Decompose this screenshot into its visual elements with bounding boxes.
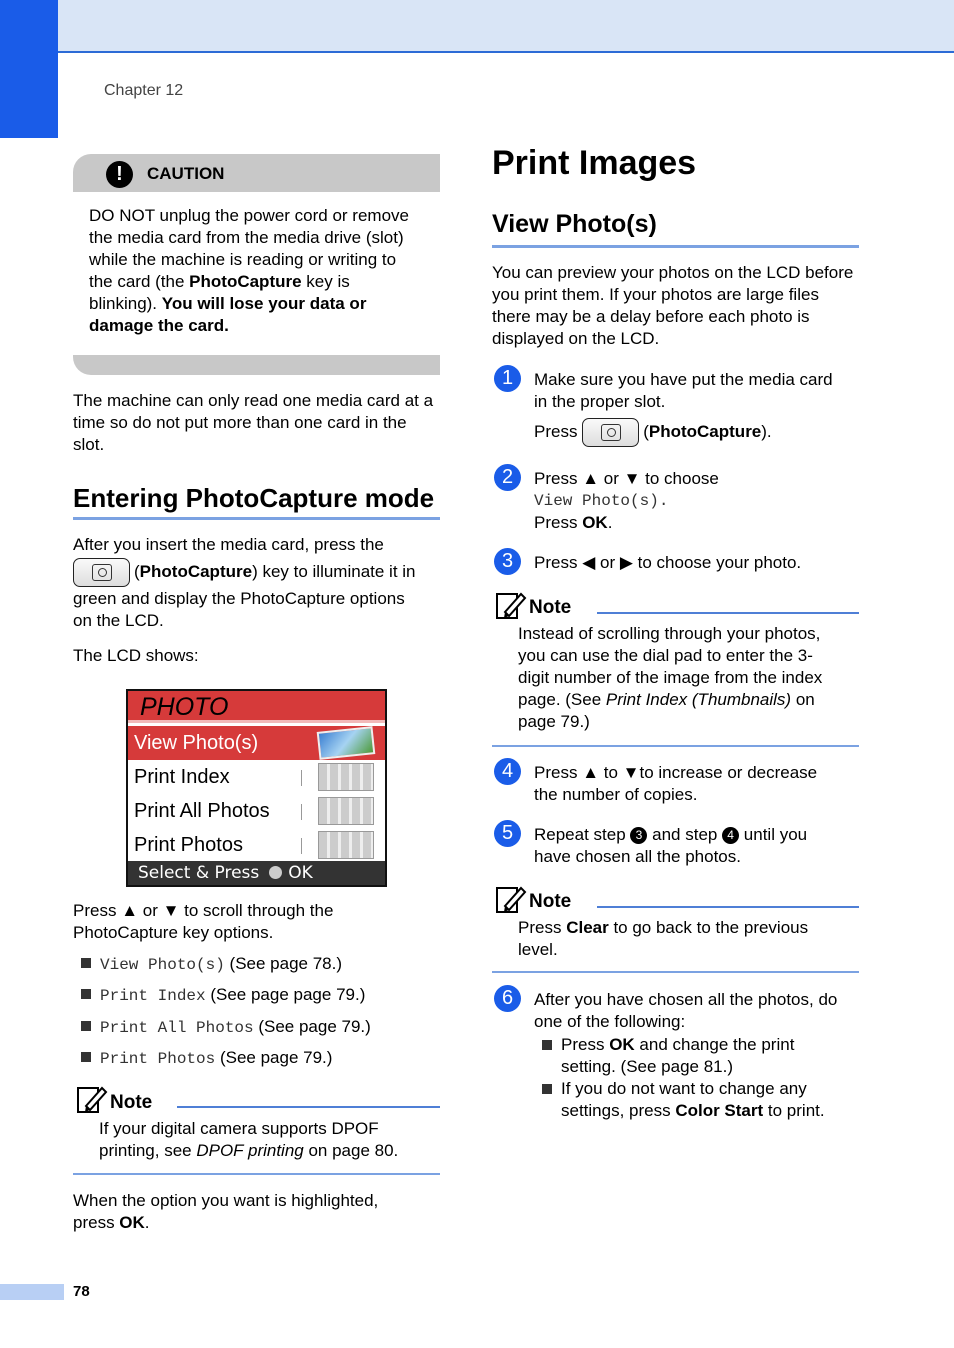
page-number-tab [0,1284,64,1300]
note-pencil-icon [495,884,527,914]
list-item: Print All Photos (See page 79.) [81,1016,371,1039]
lcd-row-view-photos[interactable]: View Photo(s) [128,726,385,760]
step-6-option-color-start: If you do not want to change any settings, press Color Start to print. [542,1078,860,1122]
photocapture-key-icon [582,418,639,447]
step-1-text: Make sure you have put the media card in the proper slot. Press ( PhotoCapture ). [534,369,859,447]
scroll-paragraph: Press ▲ or ▼ to scroll through the PhotoCapture key options. [73,901,334,942]
index-thumbnail-icon [318,763,374,791]
heading-underline [73,517,440,520]
note-pencil-icon [76,1084,108,1114]
media-card-paragraph: The machine can only read one media card at a time so do not put more than one card in the slot. [73,391,434,454]
note-rule [597,612,859,614]
step-6-text: After you have chosen all the photos, do one of the following: [534,990,838,1031]
list-item: Print Photos (See page 79.) [81,1047,332,1070]
note-title: Note [529,597,572,618]
lcd-row-print-photos[interactable]: Print Photos [128,828,385,862]
note-bottom-rule [492,745,859,747]
caution-title: CAUTION [147,164,225,183]
note-body: Instead of scrolling through your photos, you can use the dial pad to enter the 3- digit number of the image from the index page. (See Print Index (Thumbnails) on page 79.) [518,624,823,731]
step-badge-4: 4 [494,758,521,785]
page-number: 78 [73,1283,90,1300]
highlight-paragraph: When the option you want is highlighted, press OK. [73,1191,379,1232]
list-item: View Photo(s) (See page 78.) [81,953,342,976]
photo-thumbnail-icon [317,726,376,760]
exclamation-icon: ! [106,161,133,188]
note-rule [177,1106,440,1108]
lcd-label: The LCD shows: [73,646,199,665]
step-2-text: Press ▲ or ▼ to choose View Photo(s). Press OK. [534,469,719,532]
heading-underline [492,245,859,248]
preview-paragraph: You can preview your photos on the LCD before you print them. If your photos are large files there may be a delay before each photo is displayed on the LCD. [492,263,854,348]
note-rule [597,906,859,908]
note-body: If your digital camera supports DPOF printing, see DPOF printing on page 80. [99,1119,399,1160]
section-heading-entering: Entering PhotoCapture mode [73,483,435,513]
step-badge-5: 5 [494,820,521,847]
note-title: Note [529,891,572,912]
ok-button-icon [269,866,282,879]
note-bottom-rule [492,971,859,973]
note-body: Press Clear to go back to the previous level. [518,918,809,959]
step-3-text: Press ◀ or ▶ to choose your photo. [534,553,802,572]
note-pencil-icon [495,590,527,620]
photocapture-key-icon [73,558,130,587]
header-band [0,0,954,53]
lcd-footer: Select & Press OK [128,861,385,885]
lcd-row-print-index[interactable]: Print Index [128,760,385,794]
chapter-tab [0,0,58,138]
step-5-text: Repeat step 3 and step 4 until you have chosen all the photos. [534,825,808,866]
lcd-row-print-all-photos[interactable]: Print All Photos [128,794,385,828]
note-title: Note [110,1092,153,1113]
step-4-text: Press ▲ to ▼to increase or decrease the number of copies. [534,763,818,804]
section-heading-view-photos: View Photo(s) [492,210,657,238]
caution-body: DO NOT unplug the power cord or remove the media card from the media drive (slot) while the machine is reading or writing to the card (the PhotoCapture key is blinking). You will lose your data or damage the card. [89,206,409,335]
chapter-label: Chapter 12 [104,82,184,99]
lcd-title: PHOTO [140,693,229,721]
step-badge-1: 1 [494,365,521,392]
step-badge-3: 3 [494,548,521,575]
lcd-header [128,691,385,723]
note-bottom-rule [73,1173,440,1175]
step-6-option-ok: Press OK and change the print setting. (See page 81.) [542,1034,860,1078]
grid-thumbnail-icon [318,831,374,859]
caution-footer [73,355,440,375]
insert-card-paragraph: After you insert the media card, press the ( PhotoCapture ) key to illuminate it in green and display the PhotoCapture options on the LCD. [73,535,416,630]
step-badge-6: 6 [494,985,521,1012]
lcd-screen [126,689,387,887]
step-badge-2: 2 [494,464,521,491]
stack-thumbnail-icon [318,797,374,825]
page-title: Print Images [492,144,697,182]
list-item: Print Index (See page page 79.) [81,984,365,1007]
